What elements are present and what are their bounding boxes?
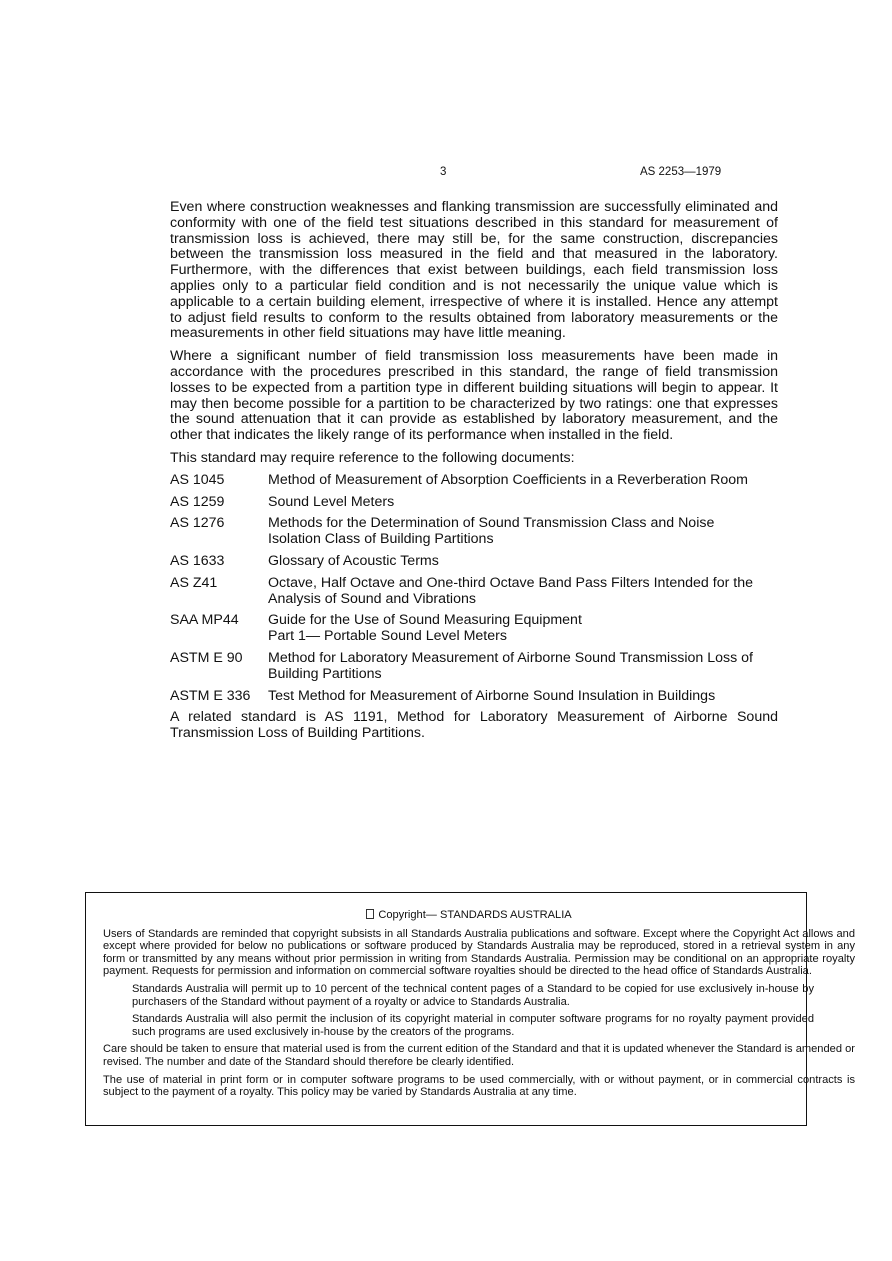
copyright-icon [366,909,374,919]
related-standard: A related standard is AS 1191, Method for Laboratory Measurement of Airborne Sound Transmission Loss of Building Partitions. [170,709,778,742]
reference-item [170,689,778,705]
reference-code: ASTM E 336 [170,687,251,704]
reference-code: SAA MP44 [170,612,239,629]
reference-list [170,473,778,705]
reference-title-text: Octave, Half Octave and One-third Octave Band Pass Filters Intended for the Analysis of Sound and Vibrations [268,574,753,607]
reference-item [170,495,778,511]
reference-title-text: Test Method for Measurement of Airborne Sound Insulation in Buildings [268,687,716,704]
reference-title [268,473,778,489]
reference-item [170,473,778,489]
reference-code: AS 1276 [170,515,225,532]
reference-code: AS 1045 [170,471,225,488]
reference-title-text: Methods for the Determination of Sound Transmission Class and Noise Isolation Class of Building Partitions [268,515,715,548]
copyright-paragraph: Care should be taken to ensure that material used is from the current edition of the Standard and that it is updated whenever the Standard is amended or revised. The number and date of the Standard should therefore be clearly identified. [103,1043,855,1068]
body-paragraph: Where a significant number of field transmission loss measurements have been made in accordance with the procedures prescribed in this standard, the range of field transmission losses to be expected from a partition type in different building situations will begin to appear. It may then become possible for a partition to be characterized by two ratings: one that expresses the sound attenuation that it can provide as established by laboratory measurement, and the other that indicates the likely range of its performance when installed in the field. [170,348,778,444]
copyright-paragraph: The use of material in print form or in computer software programs to be used commercially, with or without payment, or in commercial contracts is subject to the payment of a royalty. This policy may be varied by Standards Australia at any time. [103,1073,855,1099]
reference-title-text: Glossary of Acoustic Terms [268,552,439,569]
copyright-paragraph: Standards Australia will permit up to 10 percent of the technical content pages of a Standard to be copied for use exclusively in-house by purchasers of the Standard without payment of a royalty or advice to Standards Australia. [132,982,814,1008]
reference-title [268,651,778,683]
reference-code: AS Z41 [170,574,218,591]
reference-title [268,495,778,511]
reference-title [268,689,778,705]
reference-title-text: Guide for the Use of Sound Measuring Equipment [268,612,582,629]
copyright-heading [158,909,780,922]
copyright-paragraph: Standards Australia will also permit the inclusion of its copyright material in computer software programs for no royalty payment provided such programs are used exclusively in-house by the creators of the programs. [132,1013,814,1038]
reference-code: AS 1633 [170,552,225,569]
reference-code: AS 1259 [170,493,225,510]
reference-title-text: Sound Level Meters [268,493,395,510]
reference-title [268,554,778,570]
body-paragraph: Even where construction weaknesses and flanking transmission are successfully eliminated and conformity with one of the field test situations described in this standard for measurement of transmission loss is achieved, there may still be, for the same construction, discrepancies between the transmission loss measured in the field and that measured in the laboratory. Furthermore, with the differences that exist between buildings, each field transmission loss applies only to a particular field condition and is not necessarily the unique value which is applicable to a certain building element, irrespective of where it is installed. Hence any attempt to adjust field results to conform to the results obtained from laboratory measurements or the measurements in other field situations may have little meaning. [170,199,778,342]
reference-item [170,554,778,570]
copyright-content [103,909,855,1104]
references-intro: This standard may require reference to the following documents: [170,449,575,466]
reference-title [268,576,778,608]
copyright-paragraph: Users of Standards are reminded that copyright subsists in all Standards Australia publications and software. Except where the Copyright Act allows and except where provided for below no publications or software produced by Standards Australia may be reproduced, stored in a retrieval system in any form or transmitted by any means without prior permission in writing from Standards Australia. Permission may be conditional on an appropriate royalty payment. Requests for permission and information on commercial software royalties should be directed to the head office of Standards Australia. [103,927,855,978]
reference-title [268,516,778,548]
reference-code: ASTM E 90 [170,649,243,666]
standard-number: AS 2253—1979 [640,166,722,178]
reference-title-text: Method of Measurement of Absorption Coefficients in a Reverberation Room [268,471,749,488]
reference-item [170,651,778,683]
reference-item [170,576,778,608]
reference-title [268,613,778,645]
page-number: 3 [440,166,447,178]
reference-item [170,516,778,548]
reference-title-text: Method for Laboratory Measurement of Airborne Sound Transmission Loss of Building Partitions [268,649,753,682]
main-text [170,200,778,749]
copyright-title: Copyright— STANDARDS AUSTRALIA [378,909,572,921]
reference-subtitle: Part 1— Portable Sound Level Meters [268,628,507,645]
copyright-notice-box [85,892,855,1126]
reference-item [170,613,778,645]
